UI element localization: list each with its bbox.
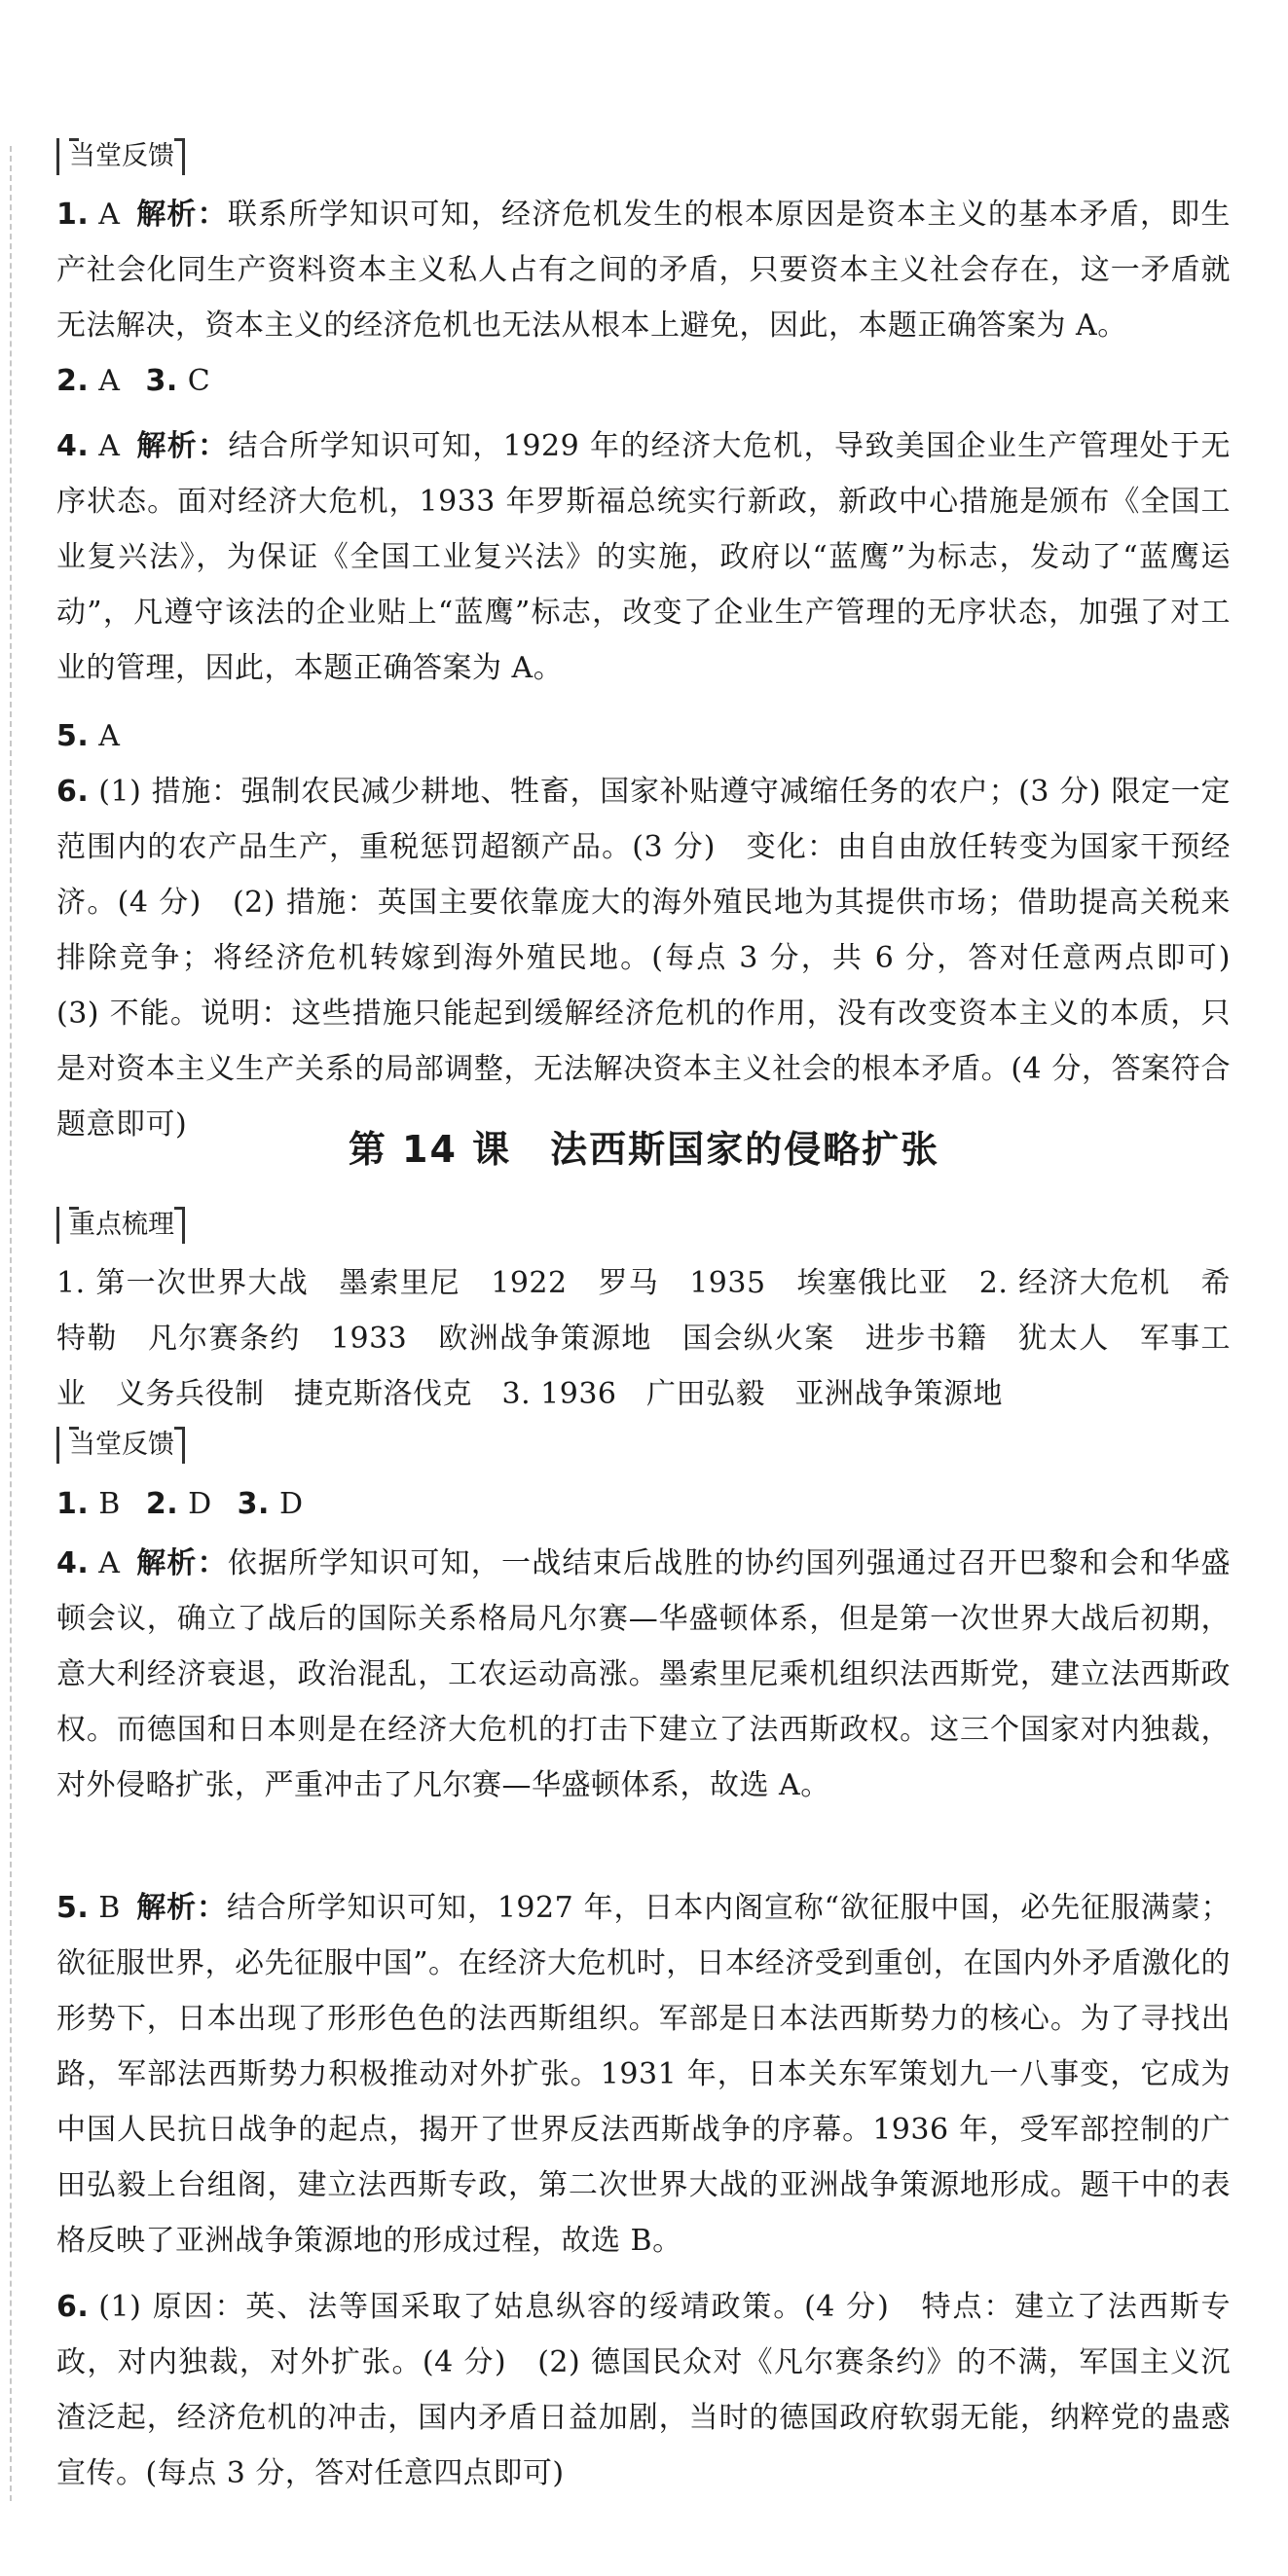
question-number: 4. bbox=[56, 1546, 90, 1580]
analysis-label: 解析： bbox=[135, 1546, 228, 1580]
analysis-text: 结合所学知识可知，1929 年的经济大危机，导致美国企业生产管理处于无序状态。面对经济大危机，1933 年罗斯福总统实行新政，新政中心措施是颁布《全国工业复兴法》，为保证《全国工业复兴法》的实施，政府以“蓝鹰”为标志，发动了“蓝鹰运动”，凡遵守该法的企业贴上“蓝鹰”标志，改变了企业生产管理的无序状态，加强了对工业的管理，因此，本题正确答案为 A。 bbox=[56, 429, 1232, 685]
question-number: 6. bbox=[56, 775, 90, 809]
analysis-text: 依据所学知识可知，一战结束后战胜的协约国列强通过召开巴黎和会和华盛顿会议，确立了战后的国际关系格局凡尔赛—华盛顿体系，但是第一次世界大战后初期，意大利经济衰退，政治混乱，工农运动高涨。墨索里尼乘机组织法西斯党，建立法西斯政权。而德国和日本则是在经济大危机的打击下建立了法西斯政权。这三个国家对内独裁，对外侵略扩张，严重冲击了凡尔赛—华盛顿体系，故选 A。 bbox=[56, 1546, 1232, 1802]
answer-choice: B bbox=[98, 1891, 121, 1925]
answer-choice: A bbox=[98, 719, 121, 753]
analysis-label: 解析： bbox=[135, 1891, 227, 1925]
answer-choice: B bbox=[98, 1487, 121, 1521]
section-tag-feedback-2: 当堂反馈 bbox=[56, 1427, 185, 1464]
answer-choice: D bbox=[278, 1487, 304, 1521]
question-number: 3. bbox=[145, 364, 178, 398]
answer-choice: A bbox=[98, 1546, 121, 1580]
lesson-title: 第 14 课 法西斯国家的侵略扩张 bbox=[348, 1128, 940, 1171]
question-number: 2. bbox=[56, 364, 90, 398]
answer-choice: A bbox=[98, 198, 121, 232]
answer-text: (1) 措施：强制农民减少耕地、牲畜，国家补贴遵守减缩任务的农户；(3 分) 限定一定范围内的农产品生产，重税惩罚超额产品。(3 分) 变化：由自由放任转变为国家干预经济。(4 分) (2) 措施：英国主要依靠庞大的海外殖民地为其提供市场；借助提高关税来排除竞争；将经济危机转嫁到海外殖民地。(每点 3 分，共 6 分，答对任意两点即可) (3) 不能。说明：这些措施只能起到缓解经济危机的作用，没有改变资本主义的本质，只是对资本主义生产关系的局部调整，无法解决资本主义社会的根本矛盾。(4 分，答案符合题意即可) bbox=[56, 775, 1261, 1142]
question-number: 5. bbox=[56, 1891, 90, 1925]
section-tag-key-points: 重点梳理 bbox=[56, 1207, 185, 1244]
answer-5 bbox=[56, 708, 1231, 764]
question-number: 1. bbox=[56, 198, 90, 232]
margin-dashed-line bbox=[10, 146, 12, 2501]
answer-1 bbox=[56, 187, 1231, 353]
analysis-text: 联系所学知识可知，经济危机发生的根本原因是资本主义的基本矛盾，即生产社会化同生产资料资本主义私人占有之间的矛盾，只要资本主义社会存在，这一矛盾就无法解决，资本主义的经济危机也无法从根本上避免，因此，本题正确答案为 A。 bbox=[56, 198, 1232, 343]
key-points-text: 1. 第一次世界大战 墨索里尼 1922 罗马 1935 埃塞俄比亚 2. 经济大危机 希特勒 凡尔赛条约 1933 欧洲战争策源地 国会纵火案 进步书籍 犹太人 军事工业 义务兵役制 捷克斯洛伐克 3. 1936 广田弘毅 亚洲战争策源地 bbox=[56, 1266, 1231, 1411]
analysis-label: 解析： bbox=[135, 198, 228, 232]
question-number: 3. bbox=[237, 1487, 270, 1521]
answer-4b bbox=[56, 1536, 1231, 1813]
analysis-text: 结合所学知识可知，1927 年，日本内阁宣称“欲征服中国，必先征服满蒙；欲征服世界，必先征服中国”。在经济大危机时，日本经济受到重创，在国内外矛盾激化的形势下，日本出现了形形色色的法西斯组织。军部是日本法西斯势力的核心。为了寻找出路，军部法西斯势力积极推动对外扩张。1931 年，日本关东军策划九一八事变，它成为中国人民抗日战争的起点，揭开了世界反法西斯战争的序幕。1936 年，受军部控制的广田弘毅上台组阁，建立法西斯专政，第二次世界大战的亚洲战争策源地形成。题干中的表格反映了亚洲战争策源地的形成过程，故选 B。 bbox=[56, 1891, 1231, 2258]
question-number: 6. bbox=[56, 2290, 90, 2324]
answer-choice: D bbox=[188, 1487, 212, 1521]
answer-6b bbox=[56, 2279, 1231, 2501]
answer-5b bbox=[56, 1880, 1231, 2268]
question-number: 1. bbox=[56, 1487, 90, 1521]
answer-1-2-3 bbox=[56, 1476, 1231, 1532]
answer-choice: A bbox=[98, 364, 121, 398]
answer-text: (1) 原因：英、法等国采取了姑息纵容的绥靖政策。(4 分) 特点：建立了法西斯专政，对内独裁，对外扩张。(4 分) (2) 德国民众对《凡尔赛条约》的不满，军国主义沉渣泛起，经济危机的冲击，国内矛盾日益加剧，当时的德国政府软弱无能，纳粹党的蛊惑宣传。(每点 3 分，答对任意四点即可) bbox=[56, 2290, 1231, 2490]
analysis-label: 解析： bbox=[135, 429, 229, 463]
answer-choice: C bbox=[187, 364, 211, 398]
question-number: 4. bbox=[56, 429, 90, 463]
answer-6 bbox=[56, 764, 1261, 1152]
answer-4 bbox=[56, 418, 1231, 696]
question-number: 2. bbox=[145, 1487, 179, 1521]
question-number: 5. bbox=[56, 719, 90, 753]
answer-2-3 bbox=[56, 353, 1231, 409]
section-tag-feedback: 当堂反馈 bbox=[56, 138, 185, 175]
answer-choice: A bbox=[98, 429, 121, 463]
